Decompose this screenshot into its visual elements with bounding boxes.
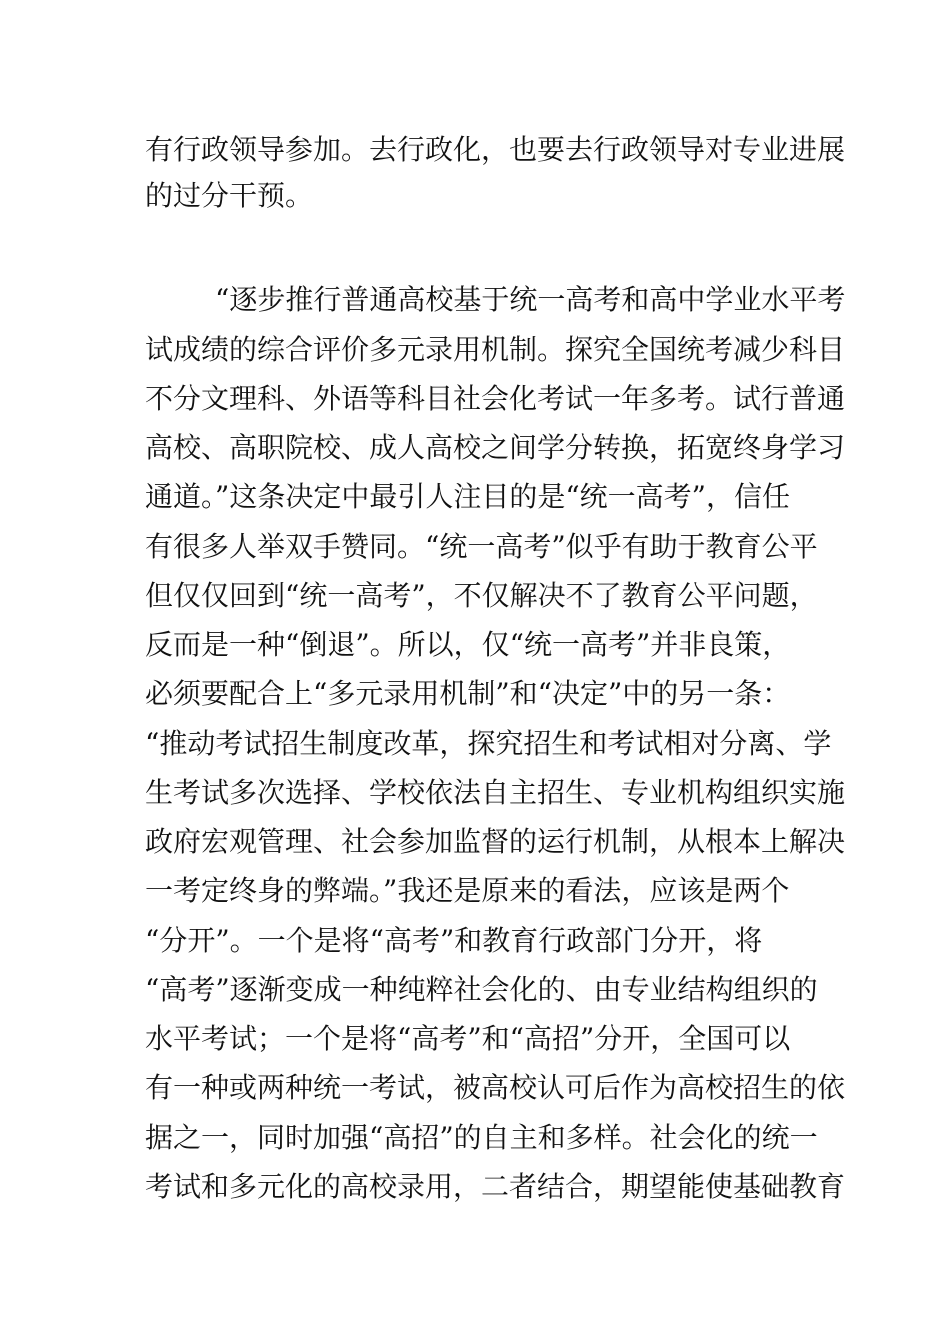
text-line: 一考定终身的弊端。”我还是原来的看法，应该是两个 <box>145 874 790 907</box>
text-line: 水平考试；一个是将“高考”和“高招”分开，全国可以 <box>145 1022 791 1055</box>
text-line: 不分文理科、外语等科目社会化考试一年多考。试行普通 <box>145 382 846 415</box>
text-line: 必须要配合上“多元录用机制”和“决定”中的另一条： <box>145 677 791 710</box>
text-line: 通道。”这条决定中最引人注目的是“统一高考”，信任 <box>145 480 790 513</box>
text-line: “高考”逐渐变成一种纯粹社会化的、由专业结构组织的 <box>145 973 818 1006</box>
text-line: “分开”。一个是将“高考”和教育行政部门分开，将 <box>145 924 763 957</box>
text-line: 有行政领导参加。去行政化，也要去行政领导对专业进展 <box>145 133 846 166</box>
text-line: 考试和多元化的高校录用，二者结合，期望能使基础教育 <box>145 1170 846 1203</box>
text-line: 据之一，同时加强“高招”的自主和多样。社会化的统一 <box>145 1121 818 1154</box>
text-line: 高校、高职院校、成人高校之间学分转换，拓宽终身学习 <box>145 431 846 464</box>
text-line: “推动考试招生制度改革，探究招生和考试相对分离、学 <box>145 727 832 760</box>
text-line: 反而是一种“倒退”。所以，仅“统一高考”并非良策， <box>145 628 791 661</box>
text-line: 有很多人举双手赞同。“统一高考”似乎有助于教育公平 <box>145 530 818 563</box>
text-line: 的过分干预。 <box>145 179 314 212</box>
text-line: 但仅仅回到“统一高考”，不仅解决不了教育公平问题， <box>145 579 818 612</box>
text-line: 生考试多次选择、学校依法自主招生、专业机构组织实施 <box>145 776 846 809</box>
text-line: “逐步推行普通高校基于统一高考和高中学业水平考 <box>215 283 846 316</box>
text-line: 试成绩的综合评价多元录用机制。探究全国统考减少科目 <box>145 333 846 366</box>
text-line: 有一种或两种统一考试，被高校认可后作为高校招生的依 <box>145 1071 846 1104</box>
text-line: 政府宏观管理、社会参加监督的运行机制，从根本上解决 <box>145 825 846 858</box>
